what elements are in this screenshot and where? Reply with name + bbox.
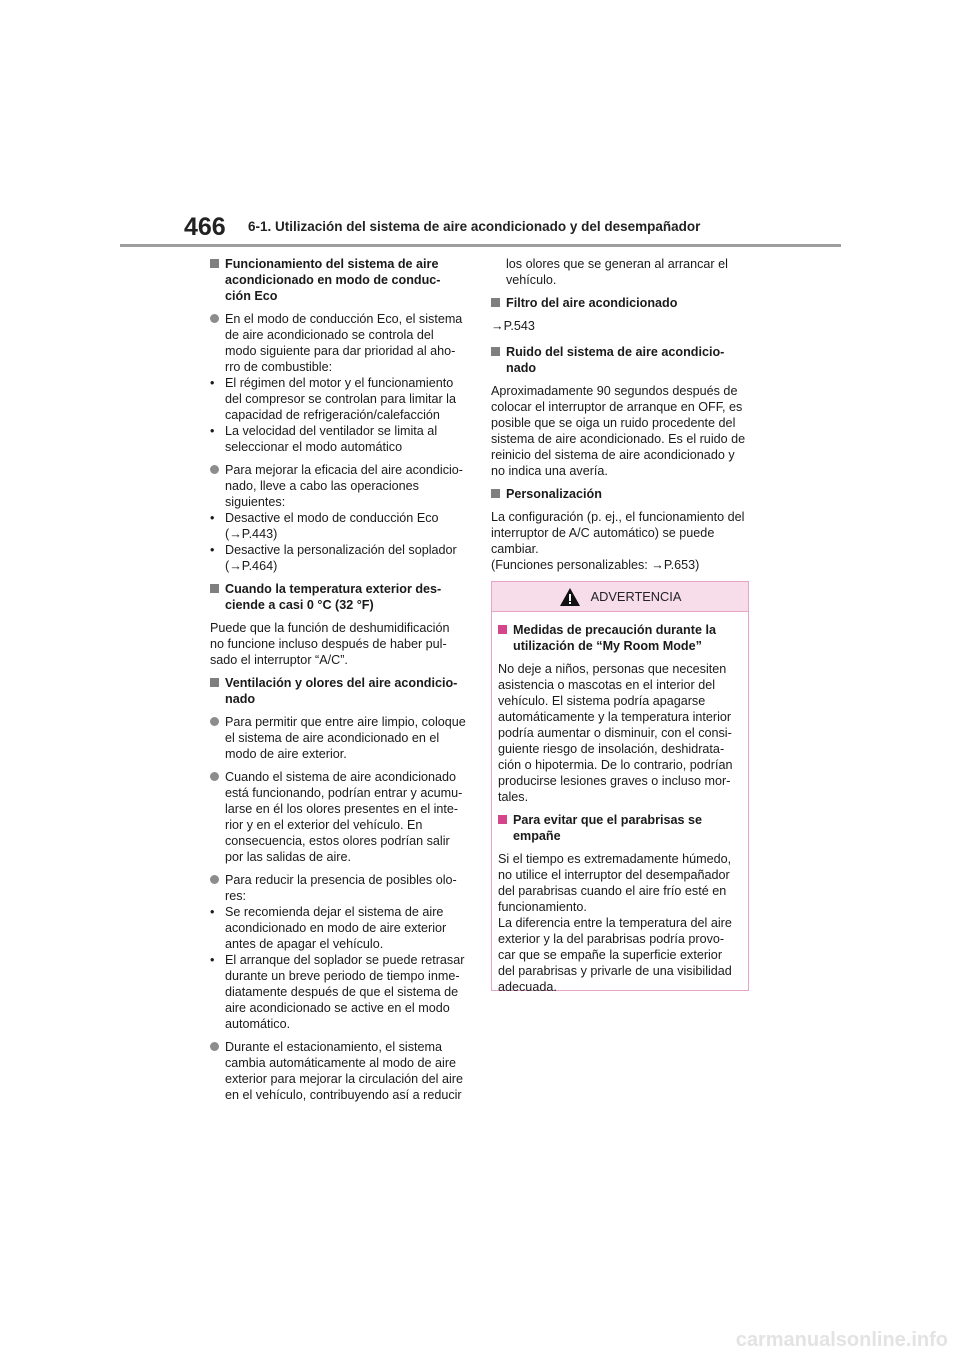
heading-line: Ventilación y olores del aire acondicio-	[225, 676, 458, 690]
paragraph-noise	[491, 383, 753, 479]
heading-line: nado	[506, 361, 537, 375]
text-line: durante un breve periodo de tiempo inme-	[225, 969, 460, 983]
text-line: capacidad de refrigeración/calefacción	[225, 408, 440, 422]
text-line: colocar el interruptor de arranque en OFF, es	[491, 400, 743, 414]
heading-line: Filtro del aire acondicionado	[506, 296, 678, 310]
text-line: Durante el estacionamiento, el sistema	[225, 1040, 443, 1054]
text-line: Se recomienda dejar el sistema de aire	[225, 905, 444, 919]
text-line: cambiar.	[491, 542, 539, 556]
text-line: rior y en el exterior del vehículo. En	[225, 818, 423, 832]
left-column	[210, 256, 470, 1110]
text-line: Desactive la personalización del soplador	[225, 543, 457, 557]
text-line: No deje a niños, personas que necesiten	[498, 662, 727, 676]
text-line: La diferencia entre la temperatura del aire	[498, 916, 732, 930]
text-line: Si el tiempo es extremadamente húmedo,	[498, 852, 732, 866]
warning-body	[492, 612, 748, 995]
text-line: del parabrisas y privarle de una visibilidad	[498, 964, 732, 978]
text-line: podría aumentar o disminuir, con el consi-	[498, 726, 732, 740]
section-heading-eco	[210, 256, 470, 304]
heading-line: utilización de “My Room Mode”	[513, 639, 702, 653]
text-line: rro de combustible:	[225, 360, 333, 374]
text-line: car que se empañe la superficie exterior	[498, 948, 723, 962]
text-line: sistema de aire acondicionado. Es el ruido de	[491, 432, 746, 446]
square-bullet-icon	[210, 584, 219, 593]
text-line: diatamente después de que el sistema de	[225, 985, 459, 999]
text-line: asistencia o mascotas en el interior del	[498, 678, 716, 692]
heading-line: ciende a casi 0 °C (32 °F)	[225, 598, 374, 612]
square-bullet-icon	[491, 489, 500, 498]
page-reference-link[interactable]: (→P.443)	[225, 527, 278, 541]
text-line: guiente riesgo de insolación, deshidrata-	[498, 742, 725, 756]
sub-item	[210, 375, 470, 423]
page-reference-link[interactable]: (Funciones personalizables: →P.653)	[491, 558, 700, 572]
square-bullet-icon	[210, 678, 219, 687]
heading-line: Funcionamiento del sistema de aire	[225, 257, 439, 271]
text-line: no utilice el interruptor del desempañador	[498, 868, 730, 882]
text-line: el sistema de aire acondicionado en el	[225, 731, 440, 745]
text-line: por las salidas de aire.	[225, 850, 352, 864]
heading-line: acondicionado en modo de conduc-	[225, 273, 441, 287]
sub-item	[210, 423, 470, 455]
text-line: automático.	[225, 1017, 291, 1031]
text-line: tales.	[498, 790, 529, 804]
text-line: cambia automáticamente al modo de aire	[225, 1056, 457, 1070]
text-line: del parabrisas cuando el aire frío esté en	[498, 884, 727, 898]
text-line: La configuración (p. ej., el funcionamiento del	[491, 510, 745, 524]
sub-bullet-mark: •	[210, 424, 215, 438]
circle-bullet-icon	[210, 465, 219, 474]
text-line: producirse lesiones graves o incluso mor-	[498, 774, 731, 788]
header-rule	[120, 244, 841, 247]
page-reference-link[interactable]: (→P.464)	[225, 559, 278, 573]
sub-bullet-mark: •	[210, 905, 215, 919]
heading-line: ción Eco	[225, 289, 278, 303]
text-line: ción o hipotermia. De lo contrario, podrían	[498, 758, 733, 772]
warning-section-heading-my-room	[498, 622, 742, 654]
bullet-vent-1	[210, 714, 470, 762]
text-line: nado, lleve a cabo las operaciones	[225, 479, 419, 493]
sub-item	[210, 904, 470, 952]
text-line: La velocidad del ventilador se limita al	[225, 424, 438, 438]
page-header	[0, 0, 960, 250]
text-line: posible que se oiga un ruido procedente del	[491, 416, 736, 430]
square-bullet-icon	[491, 298, 500, 307]
section-heading-noise	[491, 344, 753, 376]
text-line: seleccionar el modo automático	[225, 440, 403, 454]
square-bullet-icon	[498, 815, 507, 824]
sub-bullet-mark: •	[210, 511, 215, 525]
warning-triangle-icon	[559, 587, 581, 607]
section-heading-temperature	[210, 581, 470, 613]
text-line: res:	[225, 889, 246, 903]
text-line: acondicionado en modo de aire exterior	[225, 921, 447, 935]
text-line: El régimen del motor y el funcionamiento	[225, 376, 454, 390]
page-number: 466	[184, 213, 226, 241]
text-line: está funcionando, podrían entrar y acumu-	[225, 786, 463, 800]
text-line: de aire acondicionado se controla del	[225, 328, 434, 342]
circle-bullet-icon	[210, 875, 219, 884]
circle-bullet-icon	[210, 314, 219, 323]
paragraph-temperature	[210, 620, 470, 668]
warning-paragraph-my-room	[498, 661, 742, 805]
square-bullet-icon	[491, 347, 500, 356]
text-line: no indica una avería.	[491, 464, 608, 478]
text-line: Para mejorar la eficacia del aire acondicio-	[225, 463, 463, 477]
bullet-vent-3	[210, 872, 470, 1032]
text-line: vehículo.	[506, 273, 557, 287]
warning-header	[492, 582, 748, 612]
circle-bullet-icon	[210, 717, 219, 726]
text-line: antes de apagar el vehículo.	[225, 937, 384, 951]
sub-bullet-mark: •	[210, 543, 215, 557]
text-line: Cuando el sistema de aire acondicionado	[225, 770, 457, 784]
bullet-eco-1	[210, 311, 470, 455]
bullet-eco-2	[210, 462, 470, 574]
text-line: consecuencia, estos olores podrían salir	[225, 834, 450, 848]
sub-bullet-mark: •	[210, 953, 215, 967]
circle-bullet-icon	[210, 1042, 219, 1051]
text-line: funcionamiento.	[498, 900, 587, 914]
text-line: exterior y la del parabrisas podría provo-	[498, 932, 725, 946]
text-line: vehículo. El sistema podría apagarse	[498, 694, 706, 708]
text-line: modo de aire exterior.	[225, 747, 347, 761]
text-line: aire acondicionado se active en el modo	[225, 1001, 450, 1015]
right-column	[491, 256, 753, 580]
sub-item	[210, 510, 470, 542]
text-line: Desactive el modo de conducción Eco	[225, 511, 439, 525]
paragraph-customization	[491, 509, 753, 573]
text-line: exterior para mejorar la circulación del aire	[225, 1072, 463, 1086]
circle-bullet-icon	[210, 772, 219, 781]
text-line: En el modo de conducción Eco, el sistema	[225, 312, 463, 326]
bullet-vent-2	[210, 769, 470, 865]
text-line: los olores que se generan al arrancar el	[506, 257, 728, 271]
text-line: no funcione incluso después de haber pul-	[210, 637, 447, 651]
watermark: carmanualsonline.info	[735, 1329, 948, 1351]
text-line: del compresor se controlan para limitar la	[225, 392, 456, 406]
heading-line: Personalización	[506, 487, 602, 501]
warning-section-heading-windshield	[498, 812, 742, 844]
section-heading-filter	[491, 295, 753, 311]
heading-line: Para evitar que el parabrisas se	[513, 813, 703, 827]
section-heading-ventilation	[210, 675, 470, 707]
text-line: sado el interruptor “A/C”.	[210, 653, 348, 667]
text-line: Puede que la función de deshumidificación	[210, 621, 450, 635]
warning-heading: ADVERTENCIA	[590, 589, 682, 604]
heading-line: Ruido del sistema de aire acondicio-	[506, 345, 725, 359]
warning-paragraph-windshield	[498, 851, 742, 995]
bullet-vent-4	[210, 1039, 470, 1103]
square-bullet-icon	[498, 625, 507, 634]
text-line: Para permitir que entre aire limpio, coloque	[225, 715, 466, 729]
text-line: en el vehículo, contribuyendo así a reducir	[225, 1088, 462, 1102]
text-line: larse en él los olores presentes en el inte-	[225, 802, 459, 816]
text-line: El arranque del soplador se puede retrasar	[225, 953, 465, 967]
square-bullet-icon	[210, 259, 219, 268]
chapter-title: 6-1. Utilización del sistema de aire acondicionado y del desempañador	[248, 219, 701, 234]
text-line: adecuada.	[498, 980, 557, 994]
text-line: interruptor de A/C automático) se puede	[491, 526, 715, 540]
page-reference-link[interactable]: →P.543	[491, 319, 535, 333]
text-line: automáticamente y la temperatura interior	[498, 710, 732, 724]
heading-line: Medidas de precaución durante la	[513, 623, 716, 637]
warning-box	[491, 581, 749, 994]
sub-bullet-mark: •	[210, 376, 215, 390]
sub-item	[210, 542, 470, 574]
heading-line: empañe	[513, 829, 561, 843]
text-line: Aproximadamente 90 segundos después de	[491, 384, 738, 398]
section-heading-customization	[491, 486, 753, 502]
text-line: modo siguiente para dar prioridad al aho-	[225, 344, 456, 358]
heading-line: Cuando la temperatura exterior des-	[225, 582, 442, 596]
text-line: Para reducir la presencia de posibles olo-	[225, 873, 457, 887]
continued-paragraph	[506, 256, 753, 288]
text-line: reinicio del sistema de aire acondicionado y	[491, 448, 735, 462]
sub-item	[210, 952, 470, 1032]
heading-line: nado	[225, 692, 256, 706]
text-line: siguientes:	[225, 495, 286, 509]
